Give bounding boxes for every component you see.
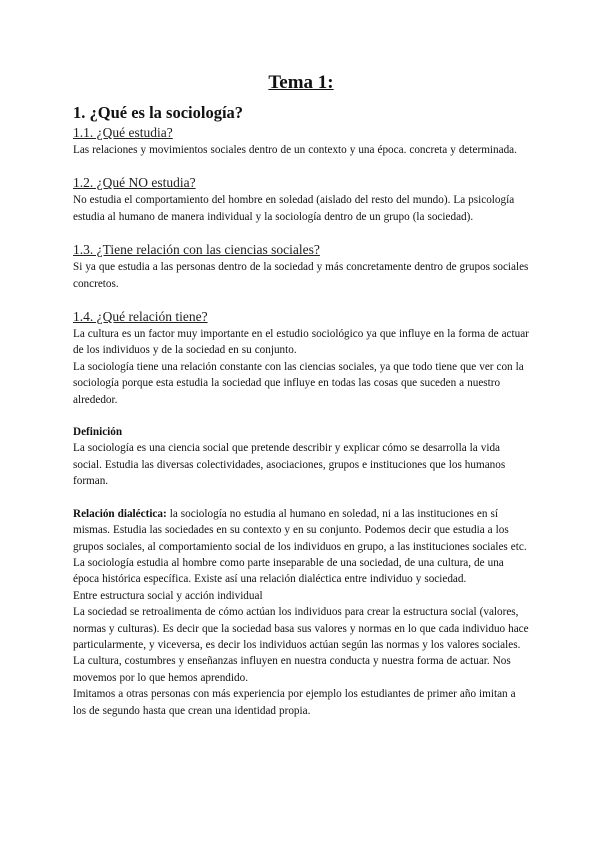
paragraph-que-no-estudia: No estudia el comportamiento del hombre en soledad (aislado del resto del mundo). La psicología estudia al humano de manera individual y la sociología dentro de un grupo (la sociedad). <box>73 194 515 223</box>
subheading-que-estudia: 1.1. ¿Qué estudia? <box>73 125 173 140</box>
definicion-label: Definición <box>73 426 123 439</box>
paragraph-hombre-sociedad: La sociología estudia al hombre como parte inseparable de una sociedad, de una cultura, de una época histórica específica. Existe así una relación dialéctica entre individuo y sociedad. <box>73 556 504 586</box>
paragraph-cultura-costumbres: La cultura, costumbres y enseñanzas influyen en nuestra conducta y nuestra forma de actuar. Nos movemos por lo que hemos aprendido. <box>73 655 511 684</box>
relacion-dialectica-label: Relación dialéctica: <box>73 507 167 520</box>
paragraph-relacion-ciencias: Si ya que estudia a las personas dentro de la sociedad y más concretamente dentro de grupos sociales concretos. <box>73 261 529 290</box>
subheading-que-relacion: 1.4. ¿Qué relación tiene? <box>73 309 208 325</box>
paragraph-que-estudia: Las relaciones y movimientos sociales dentro de un contexto y una época. concreta y determinada. <box>73 144 517 156</box>
document-page <box>73 70 529 719</box>
page-title: Tema 1: <box>268 72 334 93</box>
paragraph-relacion-constante: La sociología tiene una relación constante con las ciencias sociales, ya que todo tiene que ver con la sociología porque esta estudia la sociedad que influye en todas las cosas que suceden a nuestro alrededor. <box>73 360 524 406</box>
subheading-relacion-ciencias: 1.3. ¿Tiene relación con las ciencias sociales? <box>73 242 320 258</box>
paragraph-retroalimenta: La sociedad se retroalimenta de cómo actúan los individuos para crear la estructura social (valores, normas y culturas). Es decir que la sociedad basa sus valores y normas en lo que cada individuo hace particularmente, y viceversa, es decir los individuos actúan según las normas y los valores sociales. <box>73 606 529 651</box>
section-heading-sociologia: 1. ¿Qué es la sociología? <box>73 103 244 122</box>
subheading-que-no-estudia: 1.2. ¿Qué NO estudia? <box>73 175 196 191</box>
relacion-dialectica-paragraph <box>73 506 529 555</box>
paragraph-cultura-factor: La cultura es un factor muy importante en el estudio sociológico ya que influye en la forma de actuar de los individuos y de la sociedad en su conjunto. <box>73 328 529 357</box>
paragraph-imitamos: Imitamos a otras personas con más experiencia por ejemplo los estudiantes de primer año imitan a los de segundo hasta que crean una identidad propia. <box>73 688 516 717</box>
paragraph-estructura-accion: Entre estructura social y acción individual <box>73 589 263 602</box>
definicion-text: La sociología es una ciencia social que pretende describir y explicar cómo se desarrolla la vida social. Estudia las diversas colectividades, asociaciones, grupos e instituciones que los humanos forman. <box>73 442 506 488</box>
relacion-dialectica-text: la sociología no estudia al humano en soledad, ni a las instituciones en sí mismas. Estudia las sociedades en su contexto y en su conjunto. Podemos decir que estudia a los grupos sociales, al comportamiento social de los individuos en grupo, a las instituciones sociales etc. <box>73 507 527 553</box>
